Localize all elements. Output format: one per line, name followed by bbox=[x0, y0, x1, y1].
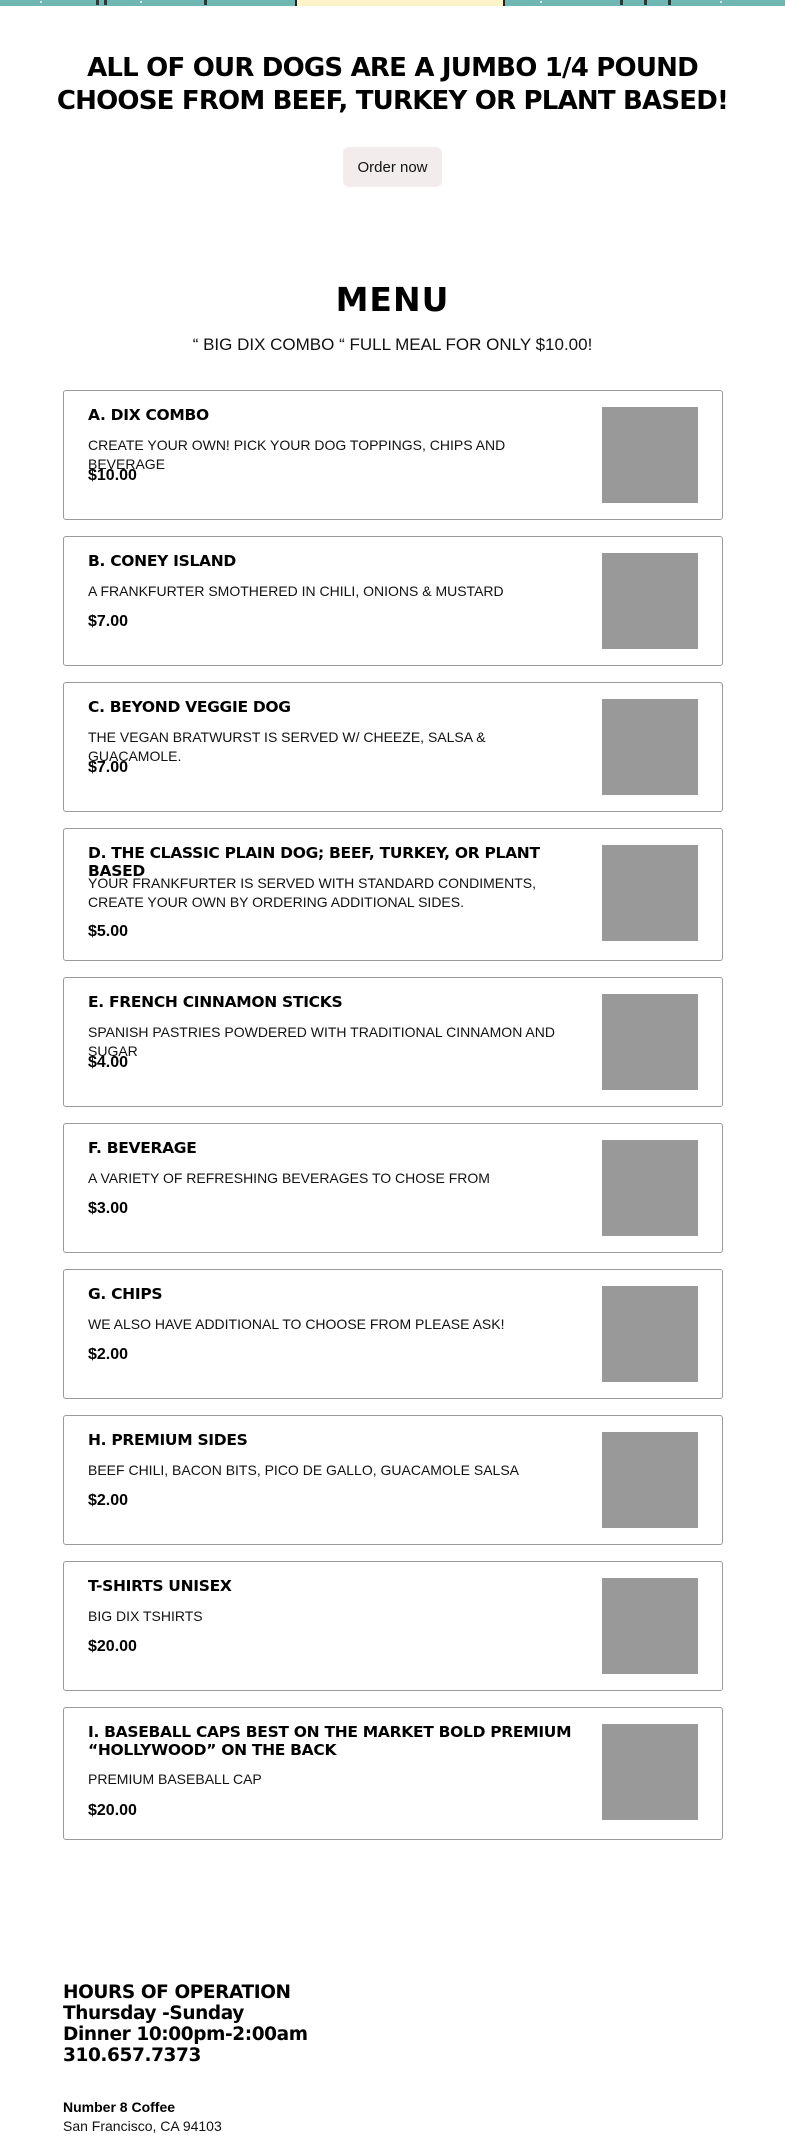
menu-item-card[interactable] bbox=[63, 536, 723, 666]
hours-days: Thursday -Sunday bbox=[63, 2003, 244, 2024]
hero-sparkle bbox=[40, 1, 42, 3]
menu-item-description: BIG DIX TSHIRTS bbox=[88, 1608, 203, 1624]
menu-item-card[interactable] bbox=[63, 1123, 723, 1253]
order-now-button[interactable]: Order now bbox=[343, 147, 442, 187]
menu-item-name: B. CONEY ISLAND bbox=[88, 552, 236, 570]
hero-art-mark bbox=[668, 0, 671, 5]
menu-item-name: A. DIX COMBO bbox=[88, 406, 209, 424]
menu-item-price: $3.00 bbox=[88, 1200, 129, 1217]
menu-item-description: YOUR FRANKFURTER IS SERVED WITH STANDARD CONDIMENTS, CREATE YOUR OWN BY ORDERING ADDITIONAL SIDES. bbox=[88, 875, 537, 910]
menu-item-card[interactable] bbox=[63, 682, 723, 812]
menu-item-card[interactable] bbox=[63, 1707, 723, 1840]
menu-title: MENU bbox=[335, 280, 450, 319]
menu-item-description: SPANISH PASTRIES POWDERED WITH TRADITIONAL CINNAMON AND SUGAR bbox=[88, 1024, 555, 1059]
menu-item-card[interactable] bbox=[63, 1269, 723, 1399]
hours-heading: HOURS OF OPERATION bbox=[63, 1982, 291, 2003]
menu-item-image bbox=[602, 1140, 698, 1236]
menu-item-card[interactable] bbox=[63, 1561, 723, 1691]
menu-item-description: THE VEGAN BRATWURST IS SERVED W/ CHEEZE, SALSA & GUACAMOLE. bbox=[88, 729, 486, 764]
promo-headline-line-2: CHOOSE FROM BEEF, TURKEY OR PLANT BASED! bbox=[56, 86, 729, 116]
hero-art-mark bbox=[204, 0, 207, 5]
menu-item-price: $7.00 bbox=[88, 759, 129, 776]
menu-item-price: $2.00 bbox=[88, 1492, 129, 1509]
promo-headline bbox=[0, 52, 785, 118]
menu-item-price: $4.00 bbox=[88, 1054, 129, 1071]
menu-item-name: I. BASEBALL CAPS BEST ON THE MARKET BOLD PREMIUM “HOLLYWOOD” ON THE BACK bbox=[88, 1723, 572, 1759]
menu-item-name: T-SHIRTS UNISEX bbox=[88, 1577, 232, 1595]
menu-item-image bbox=[602, 699, 698, 795]
menu-item-description: WE ALSO HAVE ADDITIONAL TO CHOOSE FROM PLEASE ASK! bbox=[88, 1316, 505, 1332]
menu-item-price: $5.00 bbox=[88, 923, 129, 940]
menu-item-price: $7.00 bbox=[88, 613, 129, 630]
menu-item-price: $2.00 bbox=[88, 1346, 129, 1363]
menu-item-image bbox=[602, 994, 698, 1090]
menu-item-image bbox=[602, 1286, 698, 1382]
hours-time: Dinner 10:00pm-2:00am bbox=[63, 2024, 308, 2045]
menu-subtitle: “ BIG DIX COMBO “ FULL MEAL FOR ONLY $10.00! bbox=[192, 335, 593, 354]
menu-item-price: $20.00 bbox=[88, 1802, 137, 1819]
hero-art-mark bbox=[104, 0, 107, 5]
hours-of-operation bbox=[63, 1982, 563, 2066]
location-name: Number 8 Coffee bbox=[63, 2099, 176, 2115]
menu-item-description: CREATE YOUR OWN! PICK YOUR DOG TOPPINGS, CHIPS AND BEVERAGE bbox=[88, 437, 506, 472]
menu-item-name: F. BEVERAGE bbox=[88, 1139, 197, 1157]
hours-phone: 310.657.7373 bbox=[63, 2045, 201, 2066]
menu-item-card[interactable] bbox=[63, 977, 723, 1107]
menu-item-description: BEEF CHILI, BACON BITS, PICO DE GALLO, GUACAMOLE SALSA bbox=[88, 1462, 520, 1478]
menu-item-description: A VARIETY OF REFRESHING BEVERAGES TO CHOSE FROM bbox=[88, 1170, 490, 1186]
hero-cream-panel bbox=[295, 0, 505, 6]
menu-item-name: H. PREMIUM SIDES bbox=[88, 1431, 248, 1449]
menu-item-description: A FRANKFURTER SMOTHERED IN CHILI, ONIONS & MUSTARD bbox=[88, 583, 504, 599]
menu-item-price: $10.00 bbox=[88, 467, 137, 484]
menu-item-card[interactable] bbox=[63, 828, 723, 961]
menu-item-image bbox=[602, 845, 698, 941]
menu-item-name: D. THE CLASSIC PLAIN DOG; BEEF, TURKEY, OR PLANT BASED bbox=[88, 844, 540, 880]
hero-sparkle bbox=[140, 1, 142, 3]
menu-item-card[interactable] bbox=[63, 390, 723, 520]
menu-item-name: C. BEYOND VEGGIE DOG bbox=[88, 698, 291, 716]
menu-item-name: G. CHIPS bbox=[88, 1285, 163, 1303]
menu-item-price: $20.00 bbox=[88, 1638, 137, 1655]
hero-art-mark bbox=[620, 0, 623, 5]
hero-sparkle bbox=[720, 1, 722, 3]
menu-item-image bbox=[602, 407, 698, 503]
menu-item-name: E. FRENCH CINNAMON STICKS bbox=[88, 993, 343, 1011]
menu-item-image bbox=[602, 1578, 698, 1674]
menu-item-image bbox=[602, 1432, 698, 1528]
menu-item-description: PREMIUM BASEBALL CAP bbox=[88, 1771, 262, 1787]
hero-art-mark bbox=[96, 0, 99, 5]
hero-art-mark bbox=[644, 0, 647, 5]
hero-banner-edge bbox=[0, 0, 785, 6]
location-address: San Francisco, CA 94103 bbox=[63, 2118, 222, 2134]
menu-item-image bbox=[602, 1724, 698, 1820]
menu-item-image bbox=[602, 553, 698, 649]
hero-sparkle bbox=[540, 1, 542, 3]
promo-headline-line-1: ALL OF OUR DOGS ARE A JUMBO 1/4 POUND bbox=[87, 53, 698, 83]
menu-item-card[interactable] bbox=[63, 1415, 723, 1545]
